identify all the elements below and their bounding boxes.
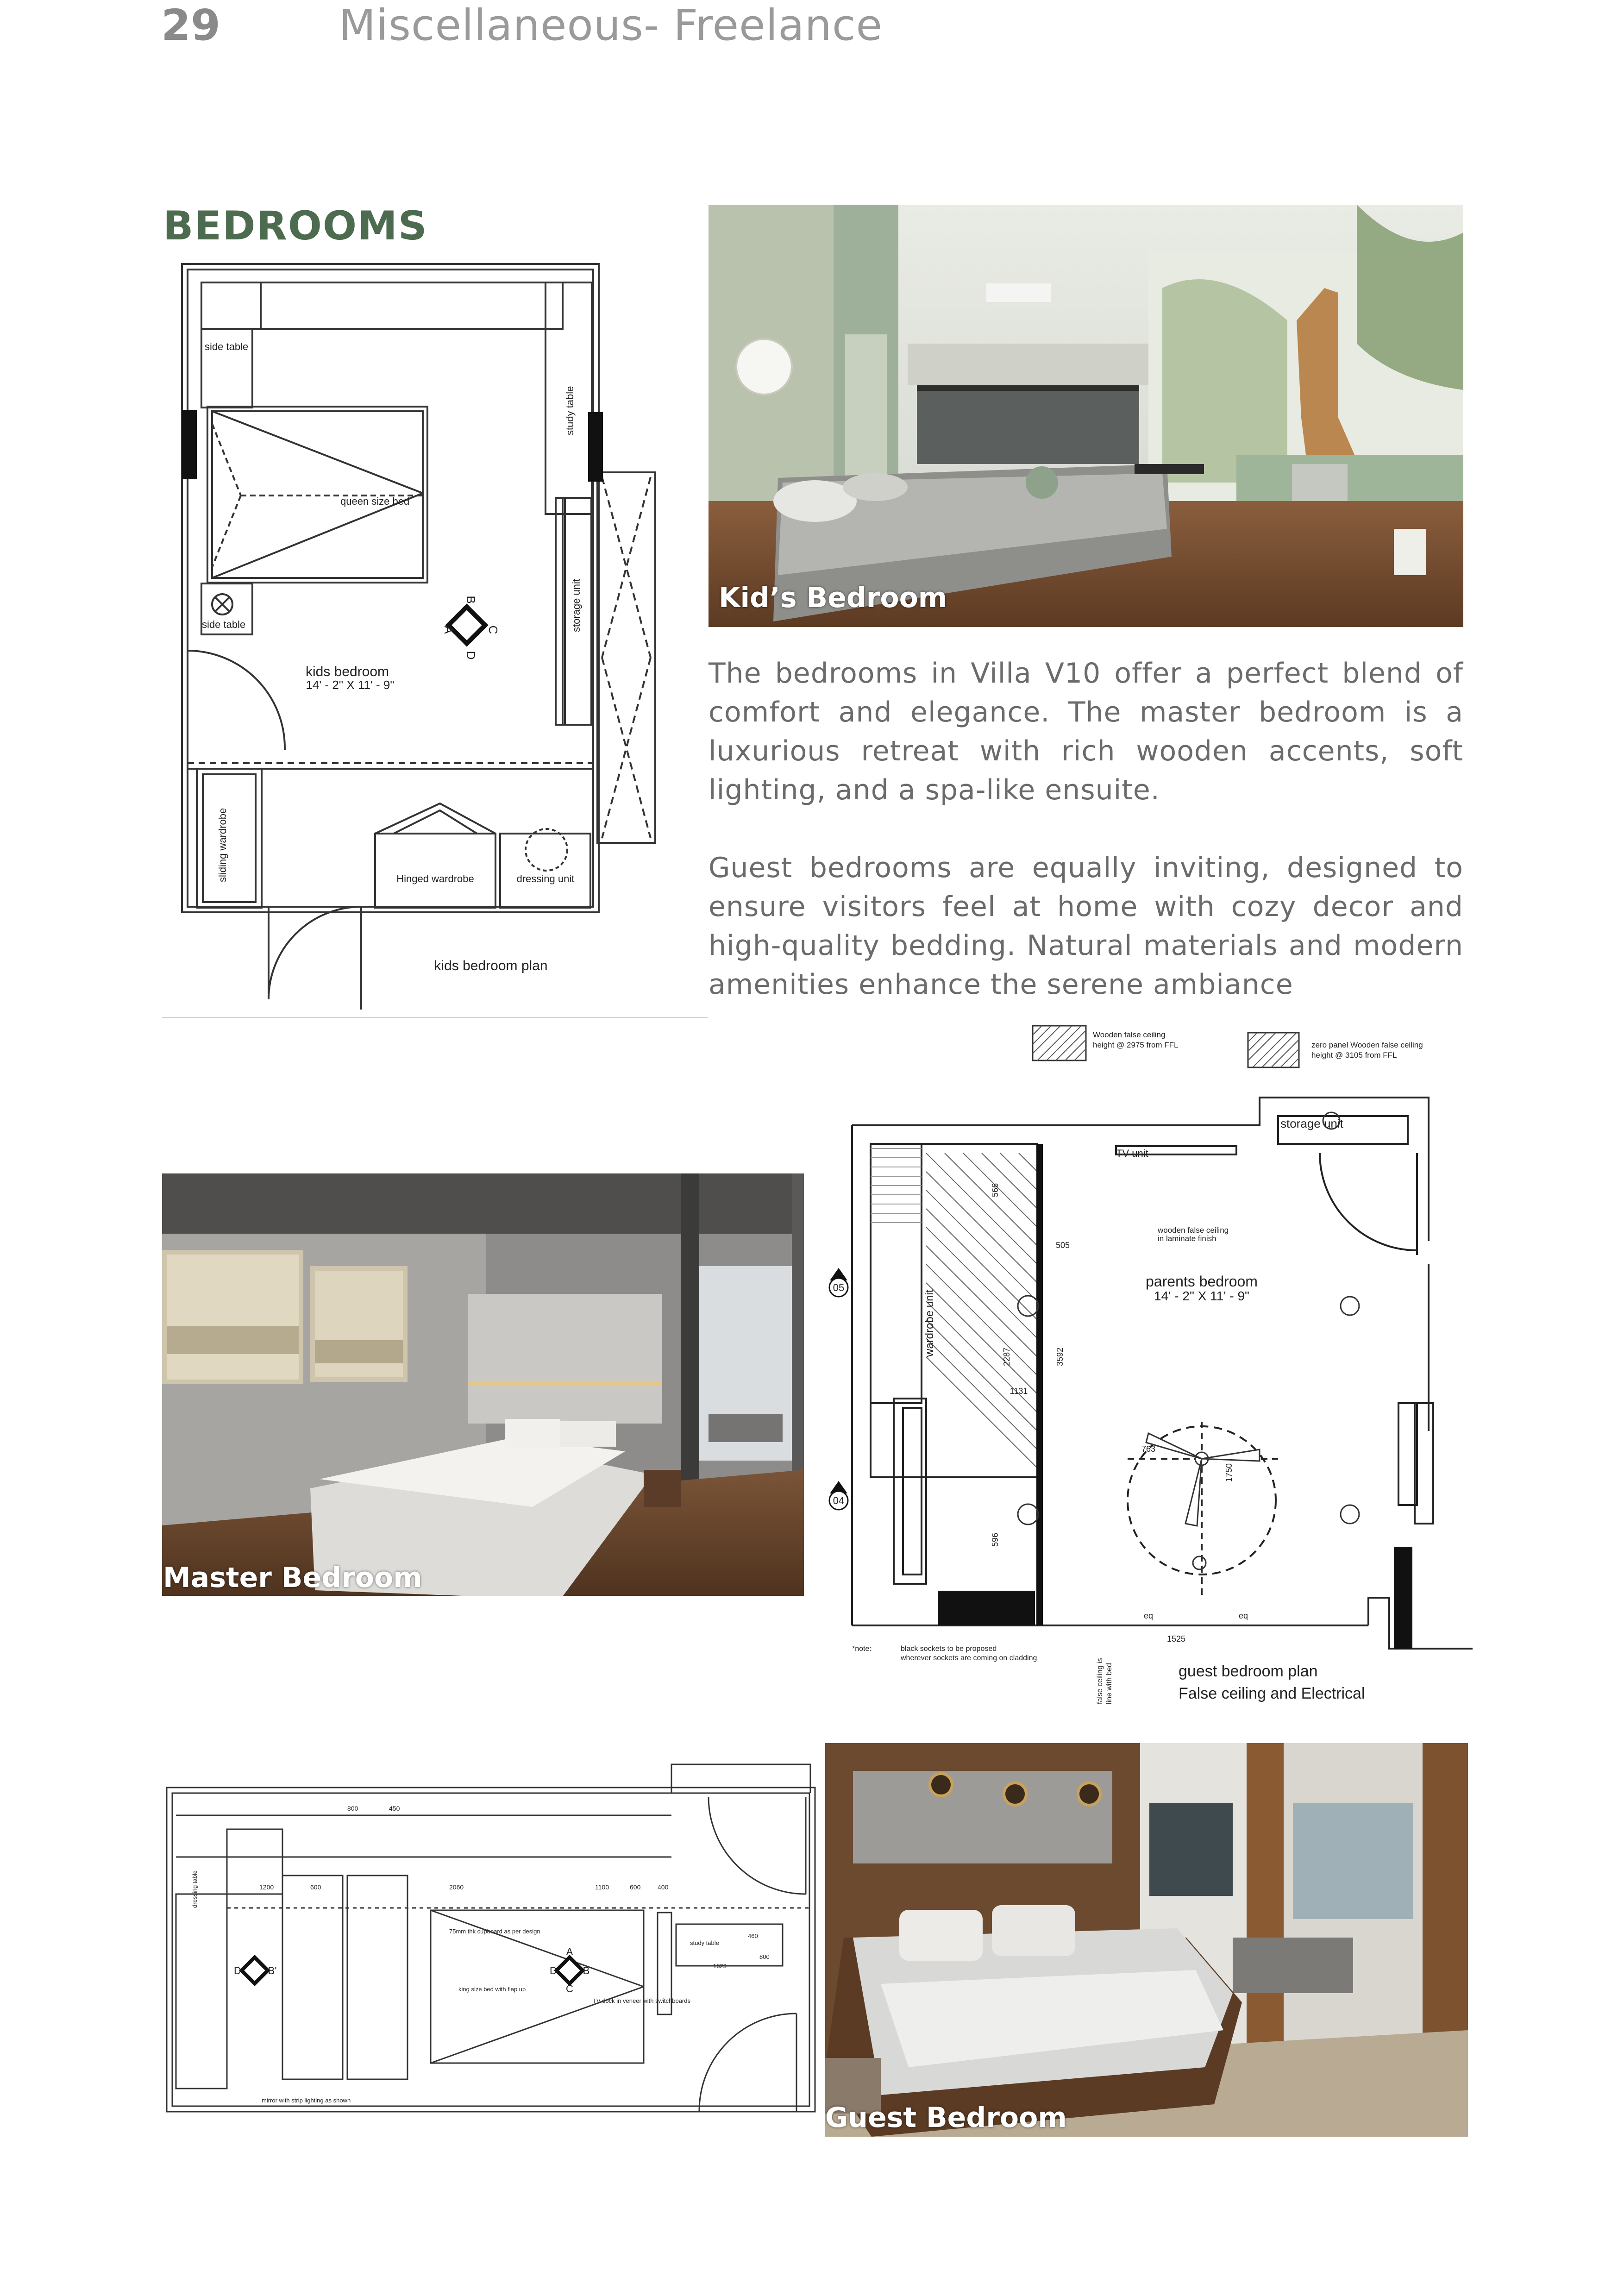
dim-eq-1: eq	[1143, 1611, 1154, 1620]
wooden-ceiling-label: wooden false ceiling	[1158, 1226, 1229, 1235]
kids-compass-b: B	[464, 596, 478, 604]
note-text-1: black sockets to be proposed	[901, 1645, 997, 1653]
kids-room-size: 14' - 2" X 11' - 9"	[306, 678, 395, 692]
legend-2b: height @ 3105 from FFL	[1311, 1051, 1397, 1060]
kids-bedroom-caption: Kid’s Bedroom	[719, 582, 947, 614]
master-bedroom-photo	[162, 1173, 804, 1596]
legend-2: zero panel Wooden false ceiling	[1311, 1041, 1423, 1049]
dim-763: 763	[1141, 1444, 1156, 1454]
page-number: 29	[161, 0, 221, 50]
guest-room-size: 14' - 2" X 11' - 9"	[1154, 1289, 1249, 1303]
section-title: BEDROOMS	[163, 203, 428, 249]
dim-1623: 1623	[713, 1963, 727, 1970]
dim-1750: 1750	[1224, 1463, 1234, 1482]
guest-bedroom-photo	[825, 1743, 1468, 2137]
guest-room-name: parents bedroom	[1146, 1273, 1258, 1290]
guest-ceiling-plan	[815, 1014, 1500, 1718]
note-text-2: wherever sockets are coming on cladding	[901, 1654, 1037, 1662]
kids-compass-c: C	[486, 625, 500, 634]
marker-05: 05	[833, 1282, 845, 1293]
marker-04: 04	[833, 1495, 845, 1506]
plan2-compass-d2: D	[550, 1965, 557, 1976]
wardrobe-unit-label: wardrobe unit	[923, 1289, 936, 1357]
kids-compass-d: D	[464, 651, 478, 660]
dressing-unit-label: dressing unit	[516, 873, 575, 885]
storage-unit-label-guest: storage unit	[1280, 1117, 1343, 1130]
master-bedroom-caption: Master Bedroom	[163, 1562, 422, 1594]
kids-bedroom-plan	[176, 259, 685, 1010]
dim-2287: 2287	[1002, 1347, 1011, 1366]
study-table-label: study table	[564, 386, 576, 435]
dim-3592: 3592	[1055, 1347, 1065, 1366]
dim-400: 400	[658, 1883, 669, 1891]
false-ceiling-note: false ceiling is	[1096, 1658, 1104, 1704]
note-label: *note:	[852, 1645, 872, 1653]
laminate-label: in laminate finish	[1158, 1234, 1216, 1243]
plan2-compass-a: A	[566, 1946, 573, 1957]
study-table-label-2: study table	[690, 1939, 719, 1946]
kids-compass-a: A	[442, 626, 456, 634]
dim-1525: 1525	[1166, 1634, 1186, 1644]
kids-room-name: kids bedroom	[305, 664, 389, 679]
plan2-compass-d: D'	[233, 1965, 244, 1976]
kids-bedroom-photo	[709, 205, 1463, 627]
queen-bed-label: queen size bed	[340, 496, 410, 507]
kids-plan-title: kids bedroom plan	[434, 958, 548, 973]
hinged-wardrobe-label: Hinged wardrobe	[396, 873, 474, 885]
intro-paragraph-2: Guest bedrooms are equally inviting, designed to ensure visitors feel at home with cozy decor and high-quality bedding. Natural materials and modern amenities enhance the serene ambiance	[709, 852, 1463, 1001]
side-table-bottom-label: side table	[202, 619, 246, 630]
dim-596: 596	[991, 1532, 1000, 1547]
plan2-compass-b2: B	[583, 1965, 590, 1976]
tv-unit-label: TV unit	[1116, 1148, 1148, 1159]
side-table-top-label: side table	[205, 341, 249, 352]
guest-plan-title: guest bedroom plan	[1179, 1662, 1318, 1680]
dim-1200: 1200	[259, 1883, 274, 1891]
dim-800: 800	[347, 1805, 358, 1812]
plan2-compass-b: B'	[268, 1965, 277, 1976]
dim-600: 600	[310, 1883, 321, 1891]
tv-dock-note: TV dock in veneer with switchboards	[593, 1997, 690, 2004]
dim-eq-2: eq	[1238, 1611, 1248, 1620]
guest-plan-subtitle: False ceiling and Electrical	[1179, 1685, 1365, 1702]
tv-note: 75mm thk cupboard as per design	[449, 1928, 540, 1935]
mirror-note: mirror with strip lighting as shown	[262, 2097, 351, 2104]
dim-1100: 1100	[595, 1883, 609, 1891]
dim-1131: 1131	[1010, 1386, 1028, 1396]
bedroom-furniture-plan	[162, 1755, 820, 2126]
dim-800c: 800	[759, 1953, 770, 1960]
dim-460: 460	[748, 1932, 758, 1939]
divider-line	[162, 1017, 708, 1018]
dim-505: 505	[1056, 1241, 1070, 1250]
dim-2060: 2060	[449, 1883, 464, 1891]
legend-1: Wooden false ceiling	[1093, 1030, 1166, 1039]
false-ceiling-note-2: line with bed	[1105, 1663, 1113, 1704]
guest-bedroom-caption: Guest Bedroom	[825, 2102, 1067, 2134]
dim-450: 450	[389, 1805, 400, 1812]
dressing-table-label: dressing table	[191, 1870, 198, 1908]
storage-unit-label: storage unit	[571, 579, 582, 632]
bed-note: king size bed with flap up	[458, 1986, 526, 1993]
page-header-title: Miscellaneous- Freelance	[339, 0, 883, 50]
sliding-wardrobe-label: sliding wardrobe	[217, 808, 228, 882]
dim-600b: 600	[630, 1883, 641, 1891]
legend-1b: height @ 2975 from FFL	[1093, 1041, 1179, 1049]
plan2-compass-c: C	[566, 1983, 573, 1995]
intro-paragraph-1: The bedrooms in Villa V10 offer a perfect blend of comfort and elegance. The master bedroom is a luxurious retreat with rich wooden accents, soft lighting, and a spa-like ensuite.	[709, 657, 1463, 806]
dim-566: 566	[991, 1183, 1000, 1197]
